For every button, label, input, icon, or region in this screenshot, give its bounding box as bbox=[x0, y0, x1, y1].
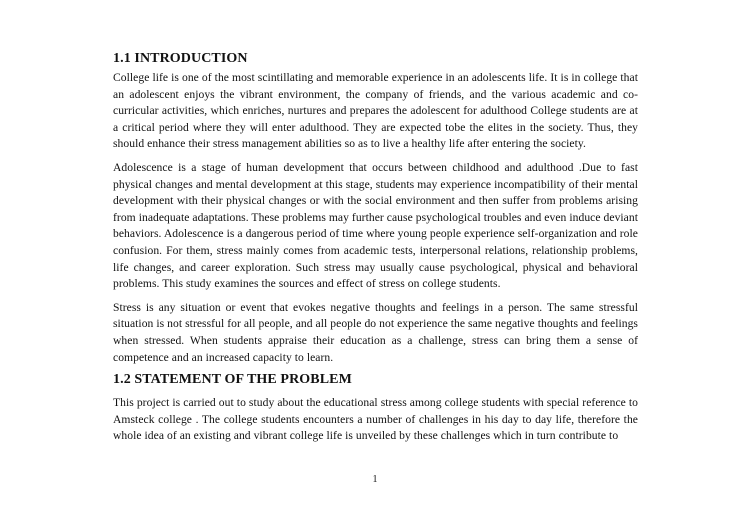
paragraph-problem-1: This project is carried out to study about the educational stress among college students with special reference to Amsteck college . The college students encounters a number of challenges in his day to day life, therefore the whole idea of an existing and vibrant college life is unveiled by these challenges which in turn contribute to bbox=[113, 396, 638, 443]
paragraph-intro-2: Adolescence is a stage of human development that occurs between childhood and adulthood .Due to fast physical changes and mental development at this stage, students may experience incompatibility of their mental development with their physical changes or with the social environment and then suffer from problems arising from inadequate adaptations. These problems may further cause psychological troubles and even induce deviant behaviors. Adolescence is a dangerous period of time where young people experience self-organization and role confusion. For them, stress mainly comes from academic tests, interpersonal relations, relationship problems, life changes, and career exploration. Such stress may usually cause psychological, physical and behavioral problems. This study examines the sources and effect of stress on college students. bbox=[113, 160, 638, 291]
paragraph-intro-3: Stress is any situation or event that evokes negative thoughts and feelings in a person. The same stressful situation is not stressful for all people, and all people do not experience the same negative thoughts and feelings when stressed. When students appraise their education as a challenge, stress can bring them a sense of competence and an increased capacity to learn. bbox=[113, 300, 638, 364]
paragraph-intro-1: College life is one of the most scintillating and memorable experience in an adolescents life. It is in college that an adolescent enjoys the vibrant environment, the company of friends, and the various academic and co-curricular activities, which enriches, nurtures and prepares the adolescent for adulthood College students are at a critical period where they will enter adulthood. They are expected tobe the elites in the society. Thus, they should enhance their stress management abilities so as to live a healthy life after entering the society. bbox=[113, 71, 638, 151]
section-heading-introduction: 1.1 INTRODUCTION bbox=[113, 51, 248, 66]
document-page bbox=[113, 50, 638, 445]
section-heading-statement-of-problem: 1.2 STATEMENT OF THE PROBLEM bbox=[113, 372, 352, 388]
page-number: 1 bbox=[372, 474, 378, 485]
